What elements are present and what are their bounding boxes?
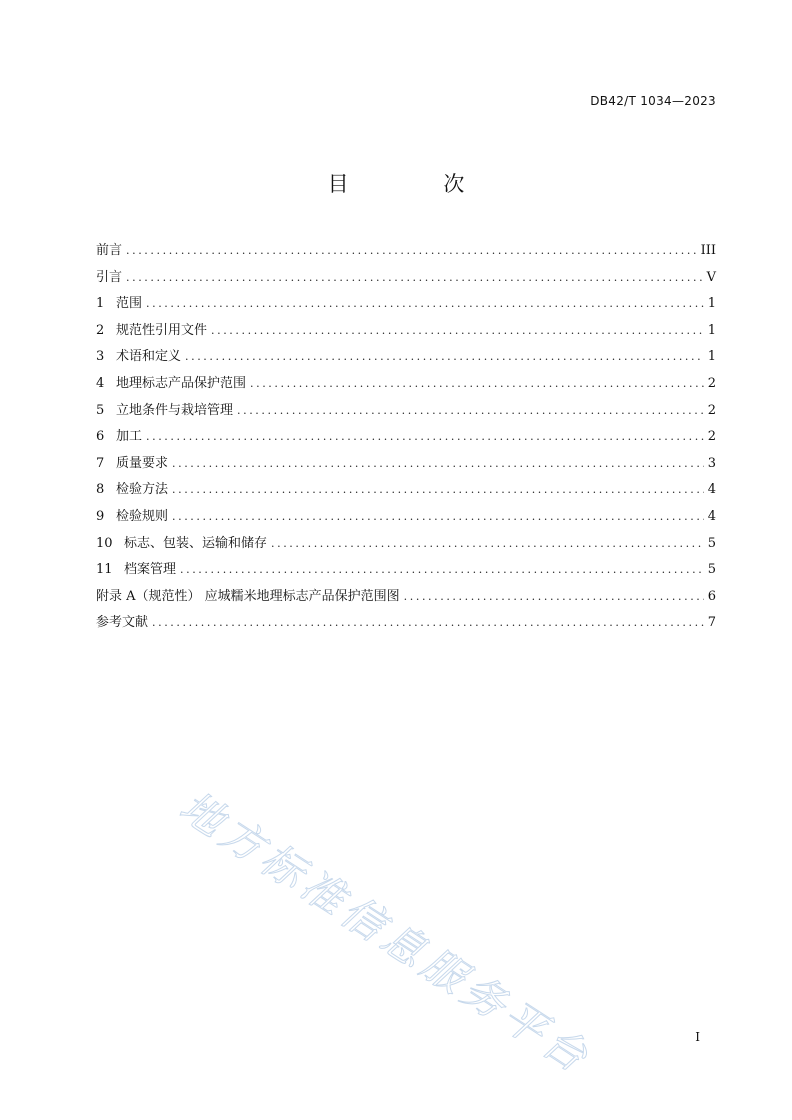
toc-entry-number: 5 (96, 402, 105, 418)
toc-entry-page: 5 (707, 535, 716, 551)
toc-entry-number: 11 (96, 562, 113, 578)
toc-entry-page: 5 (707, 562, 716, 578)
toc-entry-appendix-a[interactable] (96, 584, 716, 611)
toc-leader-dots (180, 557, 704, 584)
toc-entry-label (96, 398, 233, 425)
toc-entry-page: 1 (707, 322, 716, 338)
toc-entry-8[interactable] (96, 477, 716, 504)
toc-entry-number: 9 (96, 508, 105, 524)
toc-entry-label (96, 451, 168, 478)
toc-entry-page: 3 (707, 455, 716, 471)
toc-entry-text: 检验规则 (116, 508, 169, 524)
toc-entry-number: 2 (96, 322, 105, 338)
toc-entry-page: 2 (707, 375, 716, 391)
toc-entry-page: V (706, 269, 716, 285)
toc-entry-number: 1 (96, 296, 105, 312)
toc-entry-label (96, 424, 142, 451)
toc-entry-1[interactable] (96, 291, 716, 318)
toc-entry-number: 4 (96, 375, 105, 391)
toc-entry-2[interactable] (96, 318, 716, 345)
page-number: I (695, 1030, 700, 1044)
table-of-contents (96, 238, 716, 637)
toc-entry-text: 检验方法 (116, 482, 169, 498)
toc-entry-5[interactable] (96, 398, 716, 425)
toc-entry-text: 范围 (116, 296, 143, 312)
toc-entry-3[interactable] (96, 344, 716, 371)
toc-entry-label (96, 557, 176, 584)
toc-entry-introduction[interactable] (96, 265, 716, 292)
toc-entry-text: 标志、包装、运输和储存 (124, 535, 268, 551)
toc-entry-text: 立地条件与栽培管理 (116, 402, 234, 418)
toc-entry-page: 4 (707, 482, 716, 498)
toc-entry-11[interactable] (96, 557, 716, 584)
toc-leader-dots (146, 424, 704, 451)
watermark: 地方标准信息服务平台 (171, 781, 601, 1085)
toc-entry-number: 7 (96, 455, 105, 471)
toc-entry-number: 10 (96, 535, 113, 551)
toc-entry-text: 地理标志产品保护范围 (116, 375, 247, 391)
toc-entry-page: 2 (707, 402, 716, 418)
toc-leader-dots (146, 291, 704, 318)
toc-entry-text: 规范性引用文件 (116, 322, 208, 338)
toc-leader-dots (126, 265, 703, 292)
toc-entry-page: 2 (707, 429, 716, 445)
toc-entry-number: 6 (96, 429, 105, 445)
toc-leader-dots (172, 451, 704, 478)
toc-leader-dots (237, 398, 704, 425)
page-title: 目 次 (327, 172, 509, 196)
toc-entry-text: 档案管理 (124, 562, 177, 578)
toc-entry-foreword[interactable] (96, 238, 716, 265)
toc-entry-page: 4 (707, 508, 716, 524)
toc-entry-label (96, 531, 267, 558)
toc-entry-4[interactable] (96, 371, 716, 398)
toc-leader-dots (152, 610, 704, 637)
toc-leader-dots (250, 371, 704, 398)
standard-code: DB42/T 1034—2023 (590, 94, 716, 108)
toc-entry-label (96, 371, 246, 398)
toc-leader-dots (172, 504, 704, 531)
toc-entry-label (96, 291, 142, 318)
toc-entry-label: 参考文献 (96, 615, 149, 631)
toc-leader-dots (172, 477, 704, 504)
toc-entry-text: 质量要求 (116, 455, 169, 471)
toc-entry-page: 7 (707, 615, 716, 631)
toc-leader-dots (185, 344, 704, 371)
toc-entry-page: 6 (707, 588, 716, 604)
toc-entry-label: 附录 A（规范性） 应城糯米地理标志产品保护范围图 (96, 588, 400, 604)
toc-entry-7[interactable] (96, 451, 716, 478)
toc-entry-text: 加工 (116, 429, 143, 445)
toc-entry-label: 引言 (96, 269, 123, 285)
toc-entry-number: 8 (96, 482, 105, 498)
toc-entry-page: 1 (707, 296, 716, 312)
toc-leader-dots (271, 531, 704, 558)
toc-leader-dots (211, 318, 704, 345)
toc-entry-number: 3 (96, 349, 105, 365)
toc-entry-9[interactable] (96, 504, 716, 531)
toc-entry-label (96, 504, 168, 531)
toc-entry-label: 前言 (96, 243, 123, 258)
toc-entry-page: III (700, 243, 716, 258)
toc-leader-dots (126, 238, 697, 265)
toc-leader-dots (404, 584, 704, 611)
toc-entry-bibliography[interactable] (96, 610, 716, 637)
toc-entry-label (96, 344, 181, 371)
toc-entry-page: 1 (707, 349, 716, 365)
toc-entry-label (96, 318, 207, 345)
toc-entry-6[interactable] (96, 424, 716, 451)
toc-entry-text: 术语和定义 (116, 349, 182, 365)
toc-entry-10[interactable] (96, 531, 716, 558)
toc-entry-label (96, 477, 168, 504)
